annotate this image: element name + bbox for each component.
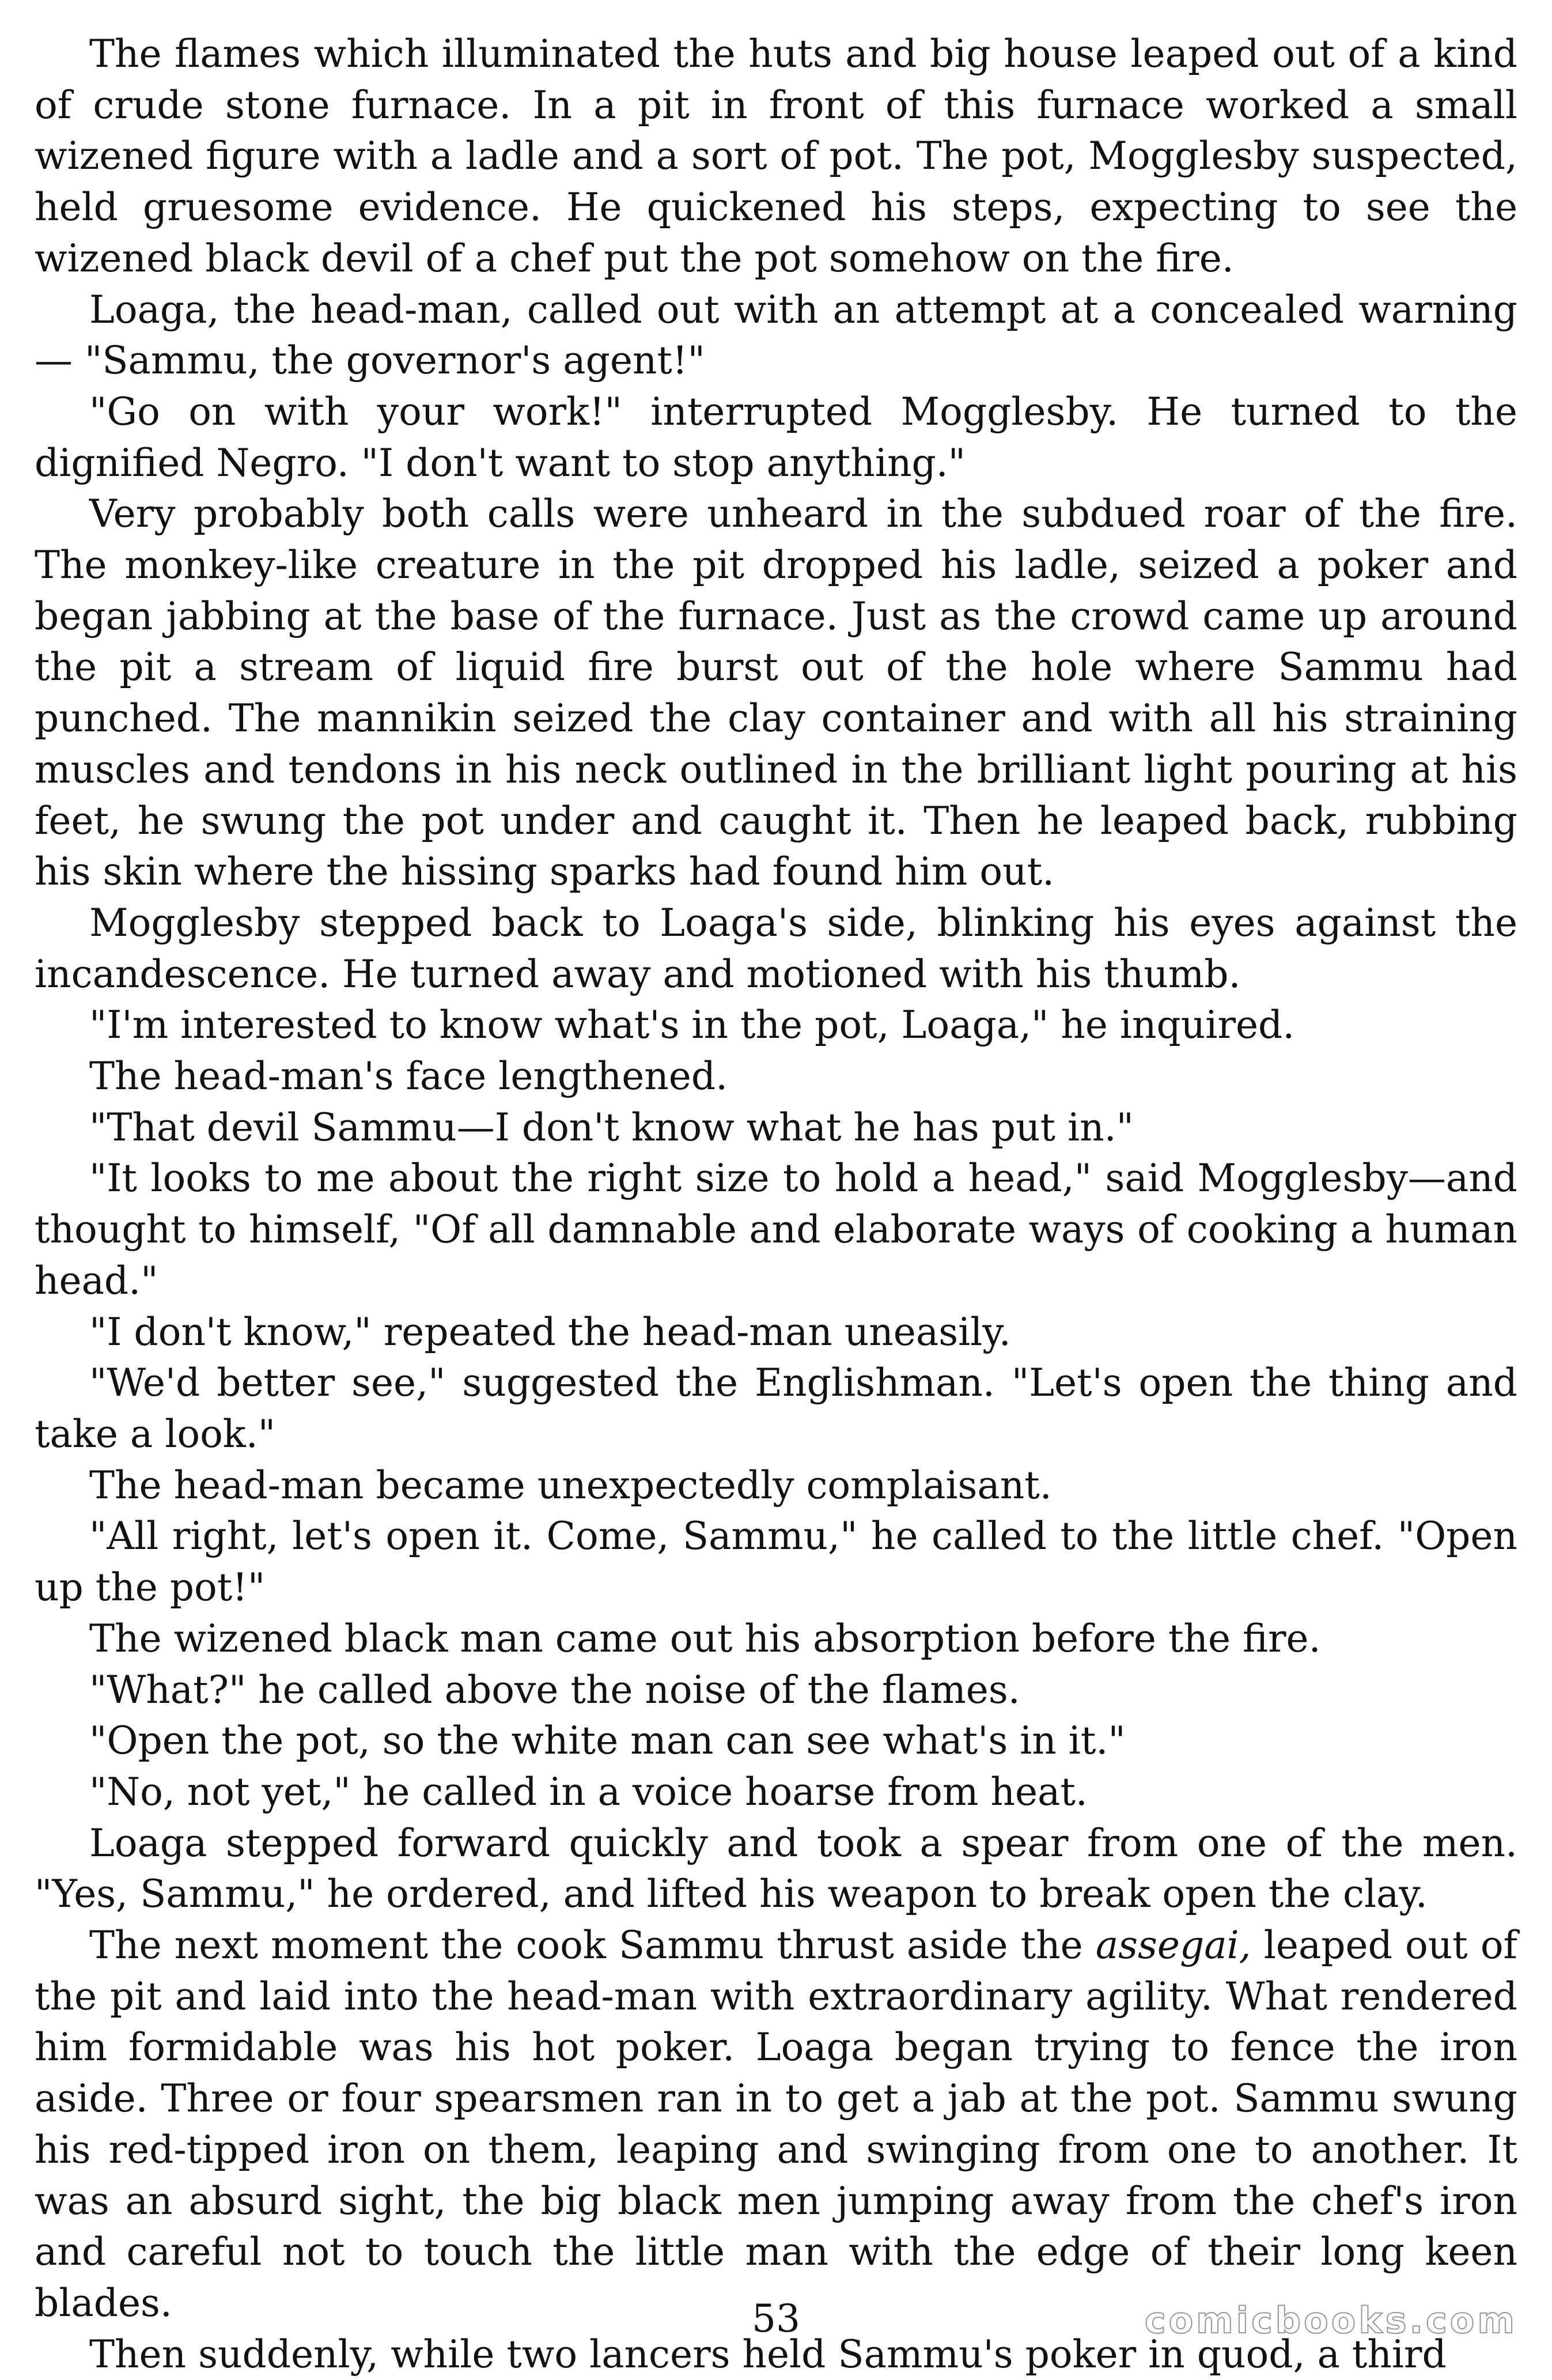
paragraph-5: Mogglesby stepped back to Loaga's side, blinking his eyes against the incandescence. He turned away and motioned with his thumb. [35,900,1517,996]
paragraph-20: Then suddenly, while two lancers held Sammu's poker in quod, a third [89,2332,1447,2377]
paragraph-7: The head-man's face lengthened. [89,1054,728,1099]
paragraph-9: "It looks to me about the right size to hold a head," said Mogglesby—and thought to himself, "Of all damnable and elaborate ways of cooking a human head." [35,1156,1517,1303]
paragraph-8: "That devil Sammu—I don't know what he has put in." [89,1105,1134,1150]
paragraph-16: "Open the pot, so the white man can see what's in it." [89,1718,1126,1763]
paragraph-4: Very probably both calls were unheard in the subdued roar of the fire. The monkey-like creature in the pit dropped his ladle, seized a poker and began jabbing at the base of the furnace. Just as the crowd came up around the pit a stream of liquid fire burst out of the hole where Sammu had punched. The mannikin seized the clay container and with all his straining muscles and tendons in his neck outlined in the brilliant light pouring at his feet, he swung the pot under and caught it. Then he leaped back, rubbing his skin where the hissing sparks had found him out. [35,492,1517,894]
paragraph-14: The wizened black man came out his absorption before the fire. [89,1616,1321,1661]
paragraph-11: "We'd better see," suggested the Englishman. "Let's open the thing and take a look." [35,1361,1517,1456]
paragraph-19-end: leaped out of the pit and laid into the head-man with extraordinary agility. What rendered him formidable was his hot poker. Loaga began trying to fence the iron aside. Three or four spearsmen ran in to get a jab at the pot. Sammu swung his red-tipped iron on them, leaping and swinging from one to another. It was an absurd sight, the big black men jumping away from the chef's iron and careful not to touch the little man with the edge of their long keen blades. [35,1923,1517,2325]
paragraph-13: "All right, let's open it. Come, Sammu," he called to the little chef. "Open up the pot!" [35,1514,1517,1610]
paragraph-15: "What?" he called above the noise of the flames. [89,1667,1020,1712]
paragraph-2: Loaga, the head-man, called out with an attempt at a concealed warning— "Sammu, the governor's agent!" [35,287,1517,383]
story-text [35,29,1517,2380]
paragraph-17: "No, not yet," he called in a voice hoarse from heat. [89,1769,1088,1814]
paragraph-1: The flames which illuminated the huts and big house leaped out of a kind of crude stone furnace. In a pit in front of this furnace worked a small wizened figure with a ladle and a sort of pot. The pot, Mogglesby suspected, held gruesome evidence. He quickened his steps, expecting to see the wizened black devil of a chef put the pot somehow on the fire. [35,32,1517,281]
paragraph-19 [35,1920,1517,2329]
paragraph-19-start: The next moment the cook Sammu thrust aside the [89,1923,1096,1968]
italic-word-assegai: assegai, [1095,1923,1251,1968]
paragraph-18: Loaga stepped forward quickly and took a spear from one of the men. "Yes, Sammu," he ordered, and lifted his weapon to break open the clay. [35,1820,1517,1917]
page-number: 53 [752,2296,800,2341]
paragraph-12: The head-man became unexpectedly complaisant. [89,1463,1052,1508]
watermark: comicbooks.com [1144,2299,1517,2341]
paragraph-10: "I don't know," repeated the head-man uneasily. [89,1309,1011,1354]
paragraph-6: "I'm interested to know what's in the pot, Loaga," he inquired. [89,1003,1295,1048]
paragraph-3: "Go on with your work!" interrupted Mogglesby. He turned to the dignified Negro. "I don't want to stop anything." [35,389,1517,485]
